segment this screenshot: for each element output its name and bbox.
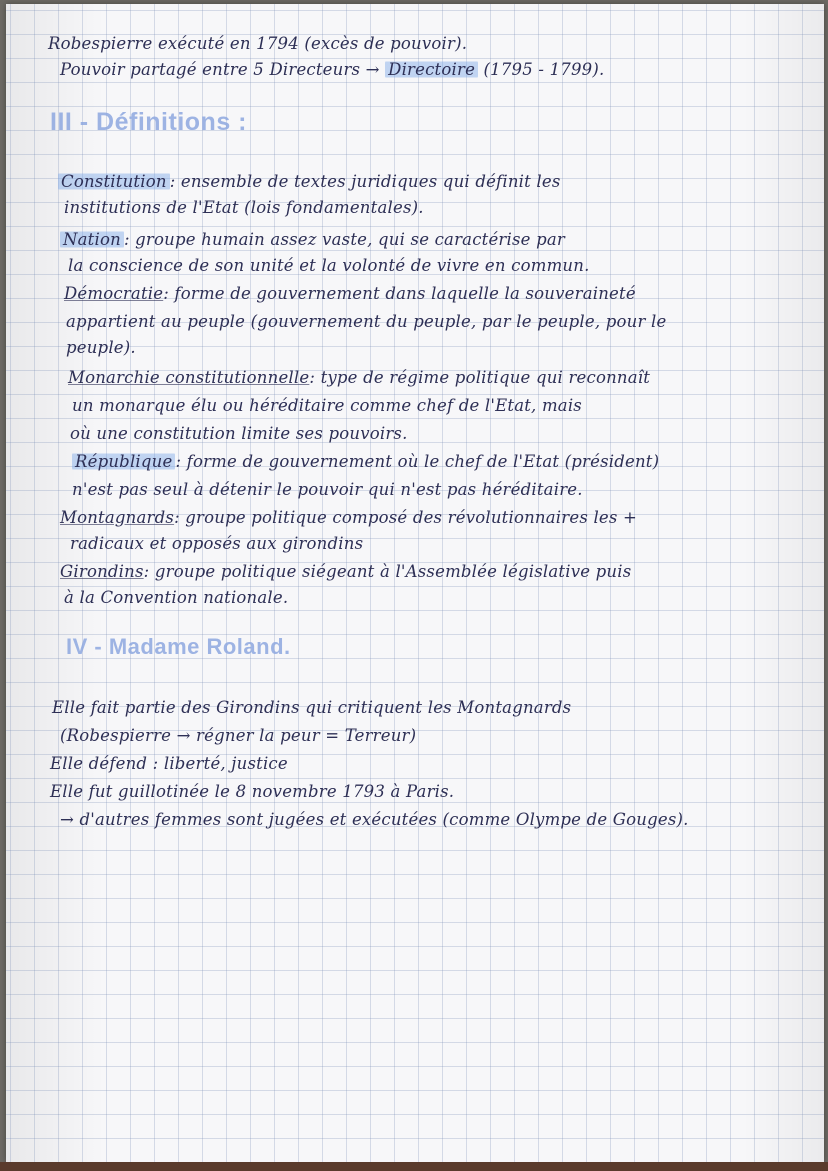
definition-text: : ensemble de textes juridiques qui définit les [169,172,561,191]
term-monarchie: Monarchie constitutionnelle [68,368,310,387]
definition-montagnards [60,508,637,527]
section-3-title: III - Définitions : [50,108,247,136]
definition-nation [60,230,565,249]
definition-constitution [58,172,561,191]
definition-line: peuple). [66,338,136,357]
definition-text: : groupe politique composé des révolutionnaires les + [174,508,638,527]
definition-line: où une constitution limite ses pouvoirs. [70,424,408,443]
definition-text: : forme de gouvernement dans laquelle la souveraineté [163,284,636,303]
roland-line-5: → d'autres femmes sont jugées et exécutées (comme Olympe de Gouges). [60,810,689,829]
definition-line: radicaux et opposés aux girondins [70,534,364,553]
section-4-title: IV - Madame Roland. [66,634,291,659]
definition-democratie [64,284,636,303]
definition-text: : type de régime politique qui reconnaît [309,368,651,387]
roland-line-3: Elle défend : liberté, justice [50,754,288,773]
term-girondins: Girondins [60,562,144,581]
definition-girondins [60,562,631,581]
intro-line-2-after: (1795 - 1799). [478,60,605,79]
roland-line-2: (Robespierre → régner la peur = Terreur) [60,726,417,745]
term-democratie: Démocratie [64,284,164,303]
intro-line-2-before: Pouvoir partagé entre 5 Directeurs → [60,60,386,79]
roland-line-1: Elle fait partie des Girondins qui critiquent les Montagnards [52,698,572,717]
term-republique: République [72,452,175,471]
definition-line: la conscience de son unité et la volonté de vivre en commun. [68,256,590,275]
roland-line-4: Elle fut guillotinée le 8 novembre 1793 à Paris. [50,782,455,801]
definition-monarchie-constitutionnelle [68,368,650,387]
definition-text: : forme de gouvernement où le chef de l'Etat (président) [175,452,660,471]
intro-line-1: Robespierre exécuté en 1794 (excès de pouvoir). [48,34,468,53]
intro-line-2 [60,60,604,79]
definition-line: institutions de l'Etat (lois fondamentales). [64,198,424,217]
definition-text: : groupe humain assez vaste, qui se caractérise par [123,230,565,249]
bottom-edge [0,1162,828,1171]
definition-line: appartient au peuple (gouvernement du peuple, par le peuple, pour le [66,312,667,331]
term-constitution: Constitution [58,172,170,191]
definition-republique [72,452,659,471]
definition-text: : groupe politique siégeant à l'Assemblée législative puis [143,562,632,581]
notebook-page [6,4,824,1162]
term-montagnards: Montagnards [60,508,175,527]
definition-line: à la Convention nationale. [64,588,289,607]
term-directoire: Directoire [385,60,478,79]
definition-line: un monarque élu ou héréditaire comme chef de l'Etat, mais [72,396,582,415]
term-nation: Nation [60,230,124,249]
definition-line: n'est pas seul à détenir le pouvoir qui n'est pas héréditaire. [72,480,583,499]
